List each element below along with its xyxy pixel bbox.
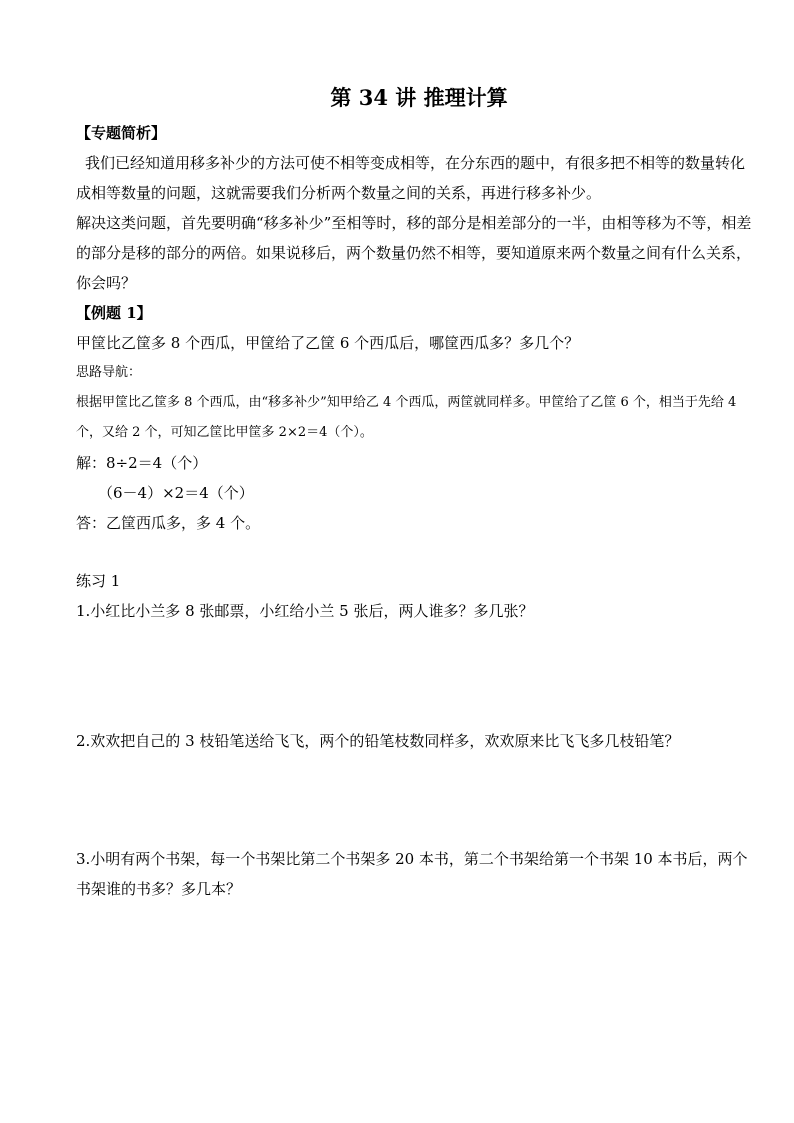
- example-1-question: 甲筐比乙筐多 8 个西瓜，甲筐给了乙筐 6 个西瓜后，哪筐西瓜多？多几个？: [76, 334, 580, 352]
- example-1-section: [76, 298, 754, 538]
- example-1-solution-line-1: 解：8÷2＝4（个）: [76, 454, 208, 472]
- practice-question-1: 1.小红比小兰多 8 张邮票，小红给小兰 5 张后，两人谁多？多几张？: [76, 602, 534, 620]
- page-title: 第 34 讲 推理计算: [330, 85, 508, 110]
- example-1-heading: 【例题 1】: [76, 304, 152, 322]
- intro-paragraph-1: 我们已经知道用移多补少的方法可使不相等变成相等，在分东西的题中，有很多把不相等的数量转化成相等数量的问题，这就需要我们分析两个数量之间的关系，再进行移多补少。: [76, 154, 746, 202]
- practice-1-section: [76, 566, 754, 904]
- intro-section: [76, 118, 754, 298]
- example-1-answer: 答：乙筐西瓜多，多 4 个。: [76, 514, 261, 532]
- example-1-hint-label: 思路导航：: [76, 365, 142, 380]
- example-1-solution-line-2: （6－4）×2＝4（个）: [98, 484, 254, 502]
- intro-paragraph-2: 解决这类问题，首先要明确“移多补少”至相等时，移的部分是相差部分的一半，由相等移为不等，相差的部分是移的部分的两倍。如果说移后，两个数量仍然不相等，要知道原来两个数量之间有什么关系，你会吗？: [76, 214, 752, 292]
- practice-question-2: 2.欢欢把自己的 3 枝铅笔送给飞飞，两个的铅笔枝数同样多，欢欢原来比飞飞多几枝铅笔？: [76, 732, 680, 750]
- practice-1-heading: 练习 1: [76, 572, 121, 590]
- practice-question-3: 3.小明有两个书架，每一个书架比第二个书架多 20 本书，第二个书架给第一个书架 10 本书后，两个书架谁的书多？多几本？: [76, 850, 748, 898]
- intro-heading: 【专题简析】: [76, 124, 167, 142]
- example-1-hint: 根据甲筐比乙筐多 8 个西瓜，由“移多补少”知甲给乙 4 个西瓜，两筐就同样多。甲筐给了乙筐 6 个，相当于先给 4 个，又给 2 个，可知乙筐比甲筐多 2×2＝4（个）。: [76, 395, 737, 440]
